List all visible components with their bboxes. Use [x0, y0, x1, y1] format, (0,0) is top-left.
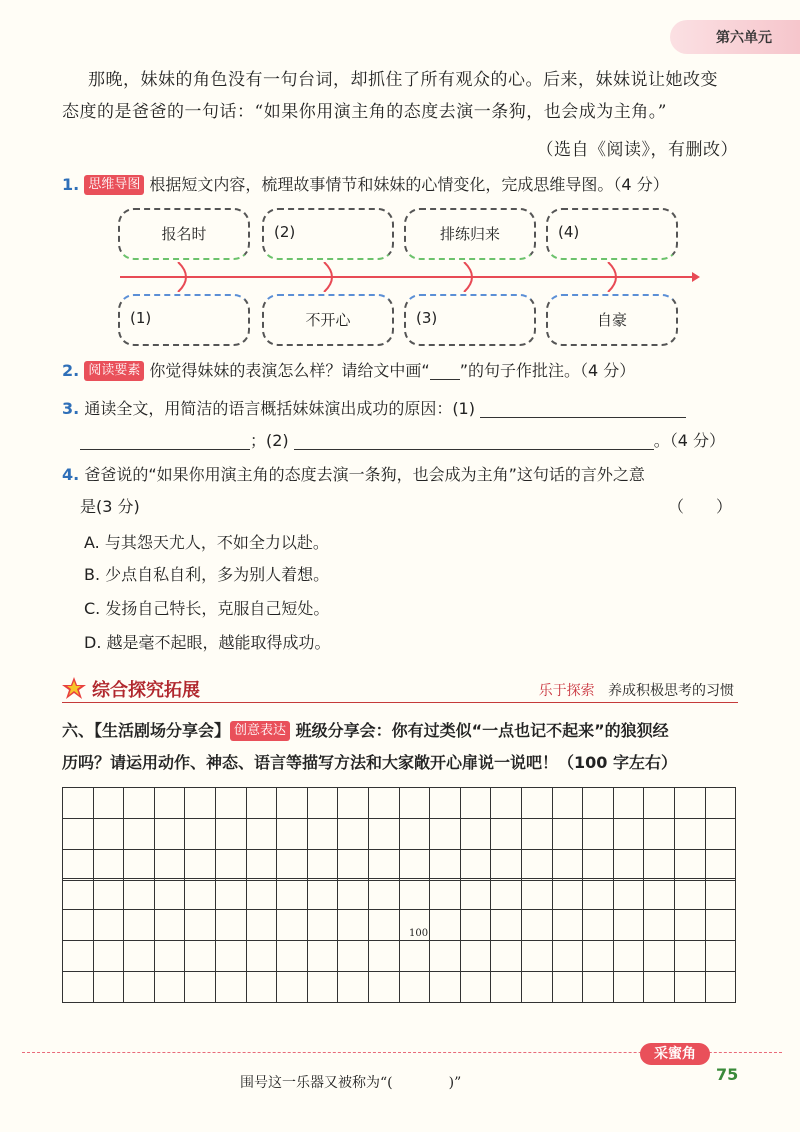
grid-cell[interactable] [429, 849, 461, 881]
q4-option-c[interactable]: C. 发扬自己特长，克服自己短处。 [84, 599, 330, 618]
map-box-top-2[interactable]: (2) [262, 208, 394, 260]
q3-answer-1a[interactable] [480, 399, 686, 418]
q3-end: 。（4 分） [653, 431, 726, 450]
map-box-top-3: 排练归来 [404, 208, 536, 260]
grid-cell[interactable] [429, 787, 461, 819]
grid-cell[interactable] [276, 940, 308, 972]
q2-text-b: ”的句子作批注。（4 分） [459, 361, 636, 380]
question-4 [62, 462, 645, 488]
grid-cell[interactable] [276, 849, 308, 881]
grid-cell[interactable] [674, 940, 706, 972]
grid-cell[interactable] [613, 787, 645, 819]
grid-cell[interactable] [215, 940, 247, 972]
grid-cell[interactable] [184, 909, 216, 941]
grid-cell[interactable] [460, 909, 492, 941]
grid-cell[interactable] [705, 818, 737, 850]
grid-cell[interactable] [674, 849, 706, 881]
grid-cell[interactable] [246, 849, 278, 881]
grid-cell[interactable] [429, 818, 461, 850]
q6-prefix: 六、【生活剧场分享会】 [62, 721, 231, 740]
grid-cell[interactable] [123, 971, 155, 1003]
grid-cell[interactable] [674, 878, 706, 910]
q4-answer-paren[interactable]: （ ） [668, 497, 733, 516]
q3-line-2 [80, 428, 725, 454]
map-box-bottom-3[interactable]: (3) [404, 294, 536, 346]
grid-cell[interactable] [490, 818, 522, 850]
grid-cell[interactable] [552, 940, 584, 972]
grid-cell[interactable] [643, 909, 675, 941]
grid-cell[interactable] [613, 940, 645, 972]
grid-cell[interactable] [246, 818, 278, 850]
grid-cell[interactable] [368, 971, 400, 1003]
grid-cell[interactable] [643, 940, 675, 972]
grid-cell[interactable] [93, 971, 125, 1003]
grid-cell[interactable] [215, 909, 247, 941]
grid-cell[interactable] [62, 849, 94, 881]
map-box-bottom-2: 不开心 [262, 294, 394, 346]
grid-cell[interactable] [246, 787, 278, 819]
grid-cell[interactable] [62, 818, 94, 850]
grid-cell[interactable] [184, 787, 216, 819]
grid-cell[interactable] [674, 909, 706, 941]
map-box-top-1: 报名时 [118, 208, 250, 260]
grid-cell[interactable] [399, 787, 431, 819]
grid-cell[interactable] [399, 878, 431, 910]
grid-cell[interactable] [552, 909, 584, 941]
grid-cell[interactable] [582, 818, 614, 850]
map-box-top-4[interactable]: (4) [546, 208, 678, 260]
grid-cell[interactable] [490, 787, 522, 819]
map-box-bottom-1[interactable]: (1) [118, 294, 250, 346]
grid-cell[interactable] [582, 849, 614, 881]
grid-cell[interactable] [215, 849, 247, 881]
q2-number: 2. [62, 361, 80, 380]
grid-cell[interactable] [399, 971, 431, 1003]
passage-line-1: 那晚，妹妹的角色没有一句台词，却抓住了所有观众的心。后来，妹妹说让她改变 [88, 70, 718, 90]
grid-cell[interactable] [337, 849, 369, 881]
grid-cell[interactable] [276, 878, 308, 910]
grid-cell[interactable] [246, 940, 278, 972]
grid-cell[interactable] [123, 787, 155, 819]
question-1 [62, 172, 669, 198]
grid-cell[interactable] [521, 849, 553, 881]
grid-cell[interactable] [399, 849, 431, 881]
grid-cell[interactable] [490, 878, 522, 910]
grid-cell[interactable] [521, 787, 553, 819]
grid-cell[interactable] [154, 818, 186, 850]
grid-cell[interactable] [552, 849, 584, 881]
grid-cell[interactable] [276, 909, 308, 941]
grid-cell[interactable] [399, 818, 431, 850]
q4-option-d[interactable]: D. 越是毫不起眼，越能取得成功。 [84, 633, 331, 652]
grid-cell[interactable] [460, 787, 492, 819]
grid-cell[interactable] [246, 971, 278, 1003]
q3-number: 3. [62, 399, 80, 418]
unit-tag [670, 20, 800, 54]
grid-cell[interactable] [552, 971, 584, 1003]
grid-cell[interactable] [62, 940, 94, 972]
section-motto-red: 乐于探索 [538, 683, 595, 699]
grid-cell[interactable] [307, 787, 339, 819]
grid-cell[interactable] [399, 940, 431, 972]
grid-cell[interactable] [93, 818, 125, 850]
grid-cell[interactable] [62, 909, 94, 941]
grid-cell[interactable] [93, 849, 125, 881]
grid-cell[interactable] [154, 878, 186, 910]
grid-cell[interactable] [643, 971, 675, 1003]
q2-badge: 阅读要素 [84, 361, 144, 381]
grid-count-marker: 100 [409, 928, 429, 939]
grid-cell[interactable] [490, 849, 522, 881]
grid-cell[interactable] [184, 940, 216, 972]
grid-cell[interactable] [429, 940, 461, 972]
grid-cell[interactable] [307, 971, 339, 1003]
unit-label: 第六单元 [716, 30, 772, 46]
q4-option-a[interactable]: A. 与其怨天尤人，不如全力以赴。 [84, 533, 329, 552]
grid-cell[interactable] [429, 971, 461, 1003]
grid-cell[interactable] [307, 818, 339, 850]
grid-cell[interactable] [276, 971, 308, 1003]
grid-cell[interactable] [246, 878, 278, 910]
q4-text-1: 爸爸说的“如果你用演主角的态度去演一条狗，也会成为主角”这句话的言外之意 [84, 465, 645, 484]
grid-cell[interactable] [337, 940, 369, 972]
grid-cell[interactable] [337, 878, 369, 910]
grid-cell[interactable] [154, 849, 186, 881]
grid-cell[interactable] [184, 971, 216, 1003]
grid-cell[interactable] [123, 818, 155, 850]
question-2 [62, 358, 635, 384]
grid-cell[interactable] [93, 878, 125, 910]
grid-cell[interactable] [460, 849, 492, 881]
grid-cell[interactable] [154, 909, 186, 941]
grid-cell[interactable] [582, 878, 614, 910]
page-number: 75 [716, 1065, 739, 1084]
q6-text-1: 班级分享会：你有过类似“一点也记不起来”的狼狈经 [295, 721, 669, 740]
star-icon [62, 676, 88, 700]
q4-number: 4. [62, 465, 80, 484]
grid-cell[interactable] [337, 909, 369, 941]
grid-cell[interactable] [460, 971, 492, 1003]
section-title: 综合探究拓展 [92, 680, 200, 701]
grid-cell[interactable] [705, 940, 737, 972]
question-6 [62, 718, 669, 744]
grid-cell[interactable] [490, 940, 522, 972]
grid-cell[interactable] [62, 787, 94, 819]
q3-answer-2[interactable] [294, 431, 654, 450]
q2-underline-sample [430, 361, 460, 380]
grid-cell[interactable] [582, 909, 614, 941]
grid-cell[interactable] [93, 940, 125, 972]
grid-cell[interactable] [582, 940, 614, 972]
grid-cell[interactable] [368, 818, 400, 850]
grid-cell[interactable] [62, 971, 94, 1003]
grid-cell[interactable] [307, 878, 339, 910]
q3-answer-1b[interactable] [80, 431, 250, 450]
q2-text-a: 你觉得妹妹的表演怎么样？请给文中画“ [149, 361, 430, 380]
grid-cell[interactable] [368, 940, 400, 972]
grid-cell[interactable] [123, 878, 155, 910]
question-3 [62, 396, 686, 422]
grid-cell[interactable] [246, 909, 278, 941]
q1-text: 根据短文内容，梳理故事情节和妹妹的心情变化，完成思维导图。（4 分） [149, 175, 669, 194]
grid-cell[interactable] [552, 818, 584, 850]
grid-cell[interactable] [337, 787, 369, 819]
grid-cell[interactable] [276, 787, 308, 819]
q3-text: 通读全文，用简洁的语言概括妹妹演出成功的原因：(1) [84, 399, 475, 418]
grid-cell[interactable] [674, 818, 706, 850]
grid-cell[interactable] [368, 909, 400, 941]
grid-cell[interactable] [215, 787, 247, 819]
grid-cell[interactable] [123, 849, 155, 881]
grid-cell[interactable] [613, 909, 645, 941]
grid-cell[interactable] [521, 940, 553, 972]
grid-cell[interactable] [307, 940, 339, 972]
passage-line-2: 态度的是爸爸的一句话：“如果你用演主角的态度去演一条狗，也会成为主角。” [62, 102, 667, 122]
grid-cell[interactable] [490, 909, 522, 941]
grid-cell[interactable] [613, 849, 645, 881]
grid-cell[interactable] [643, 787, 675, 819]
grid-cell[interactable] [93, 787, 125, 819]
grid-cell[interactable] [582, 971, 614, 1003]
section-motto [539, 680, 734, 700]
grid-cell[interactable] [337, 818, 369, 850]
grid-cell[interactable] [643, 849, 675, 881]
section-header [62, 676, 738, 703]
grid-cell[interactable] [674, 971, 706, 1003]
q4-text-2: 是(3 分) [80, 497, 140, 516]
grid-cell[interactable] [429, 878, 461, 910]
grid-cell[interactable] [613, 818, 645, 850]
grid-cell[interactable] [552, 787, 584, 819]
grid-cell[interactable] [215, 971, 247, 1003]
grid-cell[interactable] [123, 940, 155, 972]
grid-cell[interactable] [521, 971, 553, 1003]
grid-cell[interactable] [521, 818, 553, 850]
grid-cell[interactable] [307, 909, 339, 941]
q6-badge: 创意表达 [230, 721, 290, 741]
q1-badge: 思维导图 [84, 175, 144, 195]
grid-cell[interactable] [93, 909, 125, 941]
grid-cell[interactable] [368, 787, 400, 819]
grid-cell[interactable] [215, 818, 247, 850]
grid-cell[interactable] [613, 971, 645, 1003]
grid-cell[interactable] [643, 878, 675, 910]
grid-cell[interactable] [705, 878, 737, 910]
grid-cell[interactable] [62, 878, 94, 910]
grid-cell[interactable] [521, 909, 553, 941]
grid-cell[interactable] [215, 878, 247, 910]
section-motto-text: 养成积极思考的习惯 [608, 683, 734, 699]
grid-cell[interactable] [123, 909, 155, 941]
q1-number: 1. [62, 175, 80, 194]
grid-cell[interactable] [154, 971, 186, 1003]
q6-text-2: 历吗？请运用动作、神态、语言等描写方法和大家敞开心扉说一说吧！（100 字左右） [62, 753, 677, 772]
passage-source: （选自《阅读》，有删改） [536, 140, 738, 160]
grid-cell[interactable] [705, 787, 737, 819]
grid-cell[interactable] [184, 849, 216, 881]
footer-riddle: 围号这一乐器又被称为“( )” [240, 1075, 462, 1091]
map-box-bottom-4: 自豪 [546, 294, 678, 346]
grid-cell[interactable] [429, 909, 461, 941]
grid-cell[interactable] [674, 787, 706, 819]
grid-cell[interactable] [368, 878, 400, 910]
tip-tag: 采蜜角 [640, 1043, 710, 1065]
grid-cell[interactable] [460, 878, 492, 910]
grid-cell[interactable] [705, 909, 737, 941]
grid-cell[interactable] [705, 849, 737, 881]
timeline-arrow [116, 262, 700, 292]
grid-cell[interactable] [184, 818, 216, 850]
grid-cell[interactable] [582, 787, 614, 819]
grid-cell[interactable] [613, 878, 645, 910]
grid-cell[interactable] [276, 818, 308, 850]
q4-option-b[interactable]: B. 少点自私自利，多为别人着想。 [84, 565, 330, 584]
grid-cell[interactable] [337, 971, 369, 1003]
grid-cell[interactable] [184, 878, 216, 910]
grid-cell[interactable] [490, 971, 522, 1003]
grid-cell[interactable] [368, 849, 400, 881]
grid-cell[interactable] [521, 878, 553, 910]
grid-cell[interactable] [705, 971, 737, 1003]
grid-cell[interactable] [154, 940, 186, 972]
grid-cell[interactable] [643, 818, 675, 850]
grid-cell[interactable] [552, 878, 584, 910]
grid-cell[interactable] [460, 818, 492, 850]
grid-cell[interactable] [154, 787, 186, 819]
grid-cell[interactable] [460, 940, 492, 972]
grid-cell[interactable] [307, 849, 339, 881]
q3-mid: ；(2) [250, 431, 289, 450]
